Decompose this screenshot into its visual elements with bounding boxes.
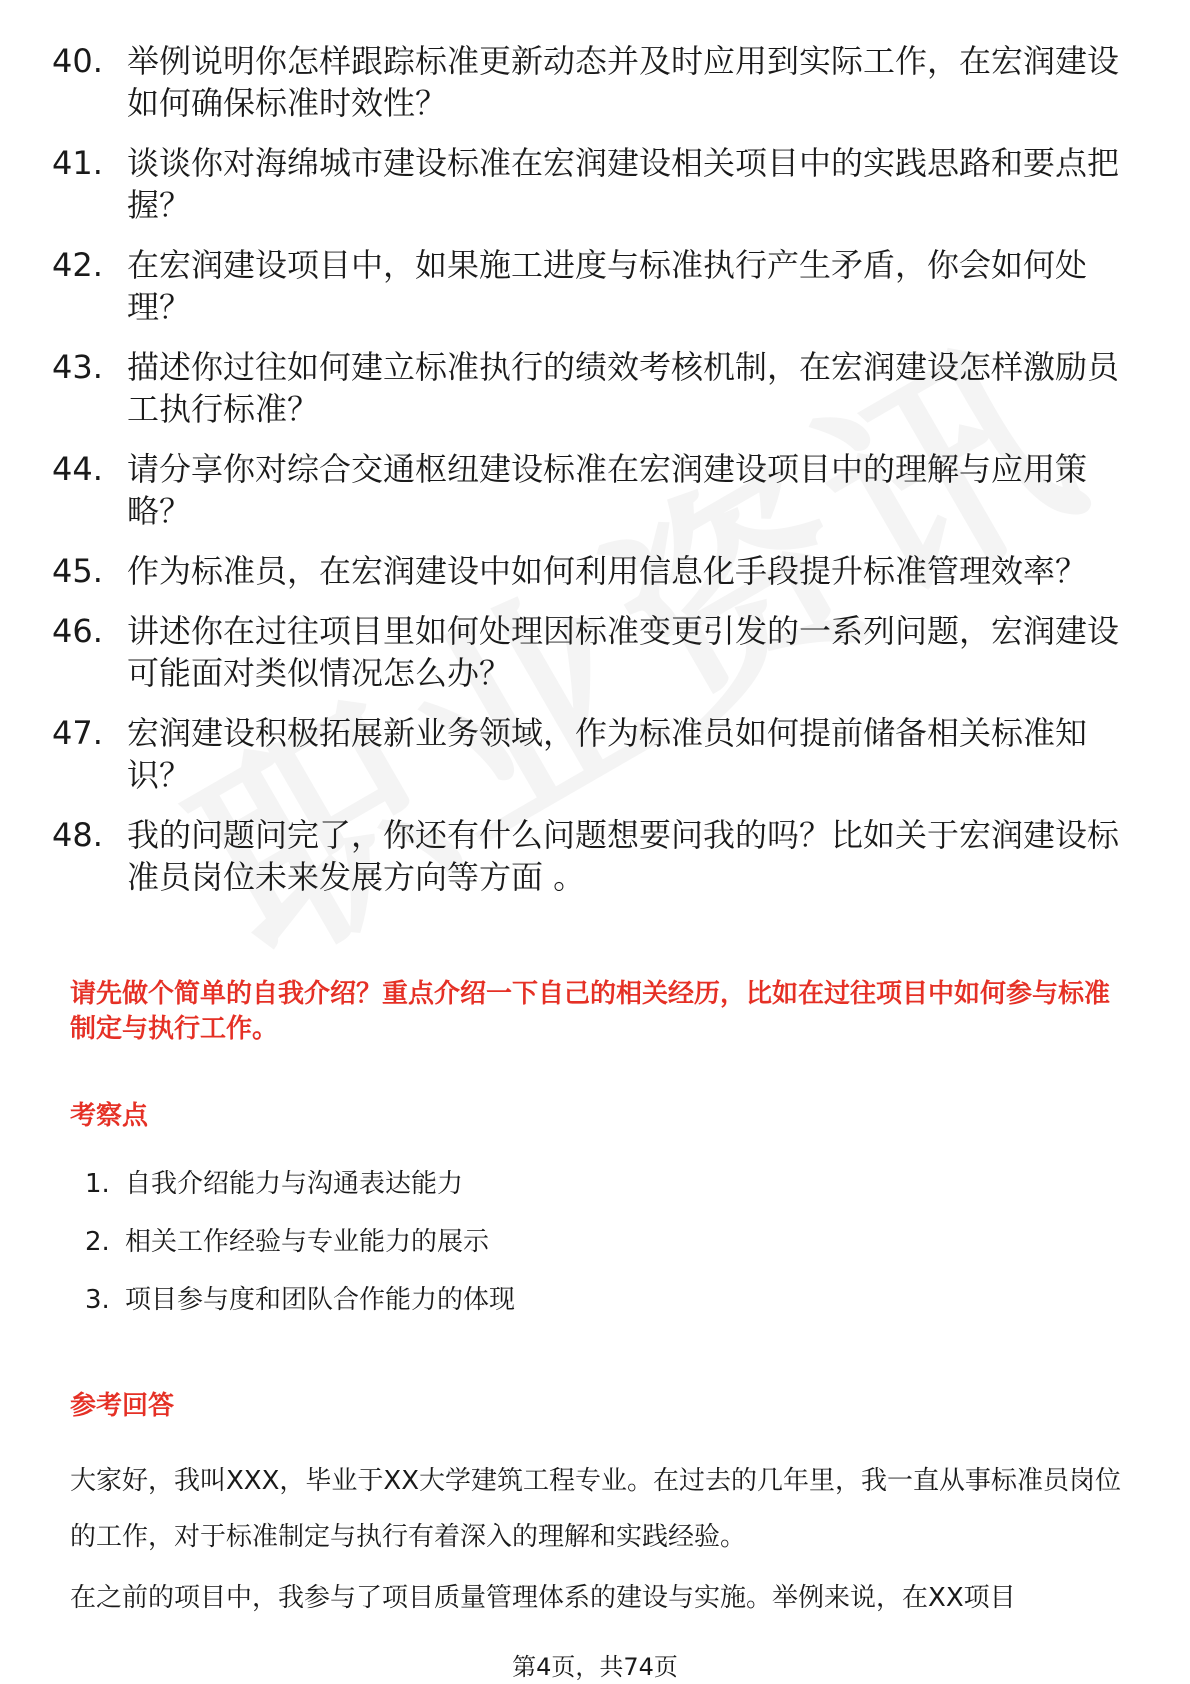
question-number: 40.	[52, 42, 103, 80]
answer-paragraph: 大家好，我叫XXX，毕业于XX大学建筑工程专业。在过去的几年里，我一直从事标准员岗位的工作，对于标准制定与执行有着深入的理解和实践经验。	[70, 1466, 1122, 1552]
page-footer: 第4页，共74页	[512, 1653, 678, 1681]
question-number: 47.	[52, 714, 103, 752]
featured-question: 请先做个简单的自我介绍？重点介绍一下自己的相关经历，比如在过往项目中如何参与标准制定与执行工作。	[70, 979, 1111, 1044]
points-list	[85, 1155, 515, 1329]
question-item	[52, 814, 1132, 898]
point-item	[85, 1213, 515, 1271]
question-text: 讲述你在过往项目里如何处理因标准变更引发的一系列问题，宏润建设可能面对类似情况怎么办？	[127, 612, 1120, 692]
points-heading: 考察点	[70, 1101, 149, 1131]
question-text: 描述你过往如何建立标准执行的绩效考核机制，在宏润建设怎样激励员工执行标准？	[127, 348, 1120, 428]
point-number: 2.	[85, 1227, 110, 1257]
question-item	[52, 346, 1132, 430]
question-number: 45.	[52, 552, 103, 590]
question-text: 宏润建设积极拓展新业务领域，作为标准员如何提前储备相关标准知识？	[127, 714, 1088, 794]
question-item	[52, 448, 1132, 532]
point-item	[85, 1155, 515, 1213]
point-number: 3.	[85, 1285, 110, 1315]
question-item	[52, 244, 1132, 328]
point-text: 项目参与度和团队合作能力的体现	[125, 1285, 516, 1315]
question-text: 在宏润建设项目中，如果施工进度与标准执行产生矛盾，你会如何处理？	[127, 246, 1088, 326]
point-item	[85, 1271, 515, 1329]
question-text: 谈谈你对海绵城市建设标准在宏润建设相关项目中的实践思路和要点把握？	[127, 144, 1120, 224]
answer-paragraph: 在之前的项目中，我参与了项目质量管理体系的建设与实施。举例来说，在XX项目	[70, 1583, 1016, 1613]
question-number: 41.	[52, 144, 103, 182]
question-text: 我的问题问完了，你还有什么问题想要问我的吗？比如关于宏润建设标准员岗位未来发展方向等方面 。	[127, 816, 1120, 896]
question-text: 作为标准员，在宏润建设中如何利用信息化手段提升标准管理效率？	[127, 552, 1088, 590]
question-item	[52, 550, 1132, 592]
point-number: 1.	[85, 1169, 110, 1199]
question-item	[52, 40, 1132, 124]
question-number: 44.	[52, 450, 103, 488]
question-item	[52, 712, 1132, 796]
point-text: 相关工作经验与专业能力的展示	[125, 1227, 490, 1257]
question-list	[52, 40, 1132, 916]
question-number: 48.	[52, 816, 103, 854]
question-number: 42.	[52, 246, 103, 284]
question-item	[52, 142, 1132, 226]
question-item	[52, 610, 1132, 694]
question-number: 43.	[52, 348, 103, 386]
question-text: 举例说明你怎样跟踪标准更新动态并及时应用到实际工作，在宏润建设如何确保标准时效性？	[127, 42, 1120, 122]
question-number: 46.	[52, 612, 103, 650]
point-text: 自我介绍能力与沟通表达能力	[125, 1169, 464, 1199]
question-text: 请分享你对综合交通枢纽建设标准在宏润建设项目中的理解与应用策略？	[127, 450, 1088, 530]
answer-heading: 参考回答	[70, 1391, 175, 1421]
